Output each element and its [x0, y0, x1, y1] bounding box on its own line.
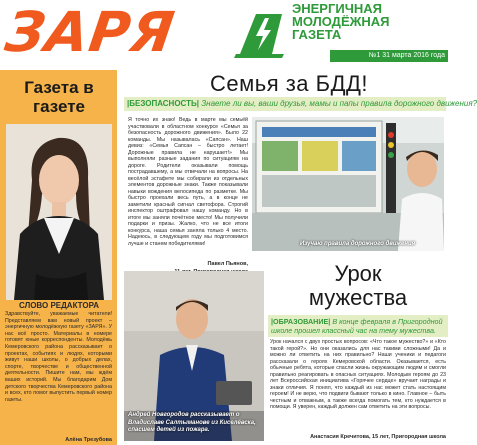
lightning-logo-icon [232, 10, 288, 58]
article1-photo [252, 117, 444, 251]
article2-lead [268, 315, 448, 337]
article1-author: Павел Пьянов, [207, 261, 248, 267]
masthead-subtitle: ЭНЕРГИЧНАЯ МОЛОДЁЖНАЯ ГАЗЕТА [292, 1, 390, 42]
article2-headline: Урок мужества [308, 261, 408, 310]
sidebar-title: Газета в газете [24, 78, 94, 116]
article2-signature: Анастасия Кречитова, 15 лет, Пригородная школа [310, 434, 446, 440]
article2-rubric: |ОБРАЗОВАНИЕ| [271, 317, 331, 326]
editor-portrait-photo [6, 124, 112, 300]
editor-signature: Алёна Трезубова [65, 437, 112, 443]
article2-body: Урок начался с двух простых вопросов: «Что такое мужество?» и «Кто такой герой?». Но они оказались для нас такими сложными! Да и можно ли ответить на них правильно? Наши ученики и педагоги рассказали о героях Кемеровской области. Оказывается, есть обычные ребята, которые спасли жизнь окружающим людям и смогли правильно реагировать в опасных ситуациях. Молодым героям до 23 лет Всероссийская инициатива «Горячее сердце» вручает награды и знаки отличия. Я понял, что каждый из нас может стать настоящим героем! И не верю, что подвиги бывают только в кино. Главное – быть честным и отважным, а также всегда помогать тем, кто нуждается в помощи. Я уверен, каждый должен сам ответить на эти вопросы. [270, 339, 446, 410]
editor-text: Здравствуйте, уважаемые читатели! Представляем вам новый проект – энергичную молодёжную газету «ЗАРЯ». У нас всё просто. Материалы в номере готовят юные корреспонденты. Молодёжь Кемеровского района рассказывает о проектах, событиях и людях, которыми живут наши школы, о добрых делах, спорте, творчестве и общественной деятельности. Пишите нам, мы ждём ваших историй. Мы благодарим Дом детского творчества Кемеровского района и всех, кто помог выпустить первый номер газеты. [5, 311, 112, 403]
article1-lead [124, 97, 477, 111]
newspaper-logo: ЗАРЯ [1, 0, 179, 64]
masthead [0, 0, 450, 64]
article1-photo-caption: Изучаю правила дорожного движения [300, 241, 416, 247]
editor-heading: СЛОВО РЕДАКТОРА [19, 301, 99, 310]
article1-rubric: |БЕЗОПАСНОСТЬ| [127, 99, 200, 108]
article2-photo-caption: Андрей Новгородов рассказывает о Владиславе Салтыманове из Киселёвска, спасшем детей из пожара. [128, 412, 256, 433]
article1-body: Я точно их знаю! Ведь в марте мы семьёй участвовали в областном конкурсе «Семья за безопасность дорожного движения». Было 22 команды. Мы называлась «Сапсан». Наш девиз: «Семья Сапсан – быстро летает! Дорожные правила не нарушает!» Мы выполняли разные задания по ситуациям на дороге. Родители оказывали помощь пострадавшему, а мы отвечали на вопросы. На весёлой эстафете мы собирали из отдельных элементов дорожные знаки. Также показывали навыки вождения велосипеда по разметке. Мы быстро проехали весь путь, а в конце не заметили красный сигнал светофора. Строгий инспектор оштрафовал нашу команду. Но в итоге мы заняли почётное место! Мы получили подарки и призы. Жалко, что не все итоги конкурса, наша семья заняла только 4 место. Надеюсь, в следующем году мы подготовимся лучше и станем победителями! [128, 117, 248, 247]
issue-info: №1 31 марта 2016 года [330, 50, 448, 62]
article2-lead-text: В конце февраля в Пригородной школе прошел классный час на тему мужества. [271, 317, 443, 335]
article1-headline: Семья за БДД! [209, 71, 369, 96]
article1-lead-text: Знаете ли вы, ваши друзья, мамы и папы правила дорожного движения? [201, 99, 477, 108]
